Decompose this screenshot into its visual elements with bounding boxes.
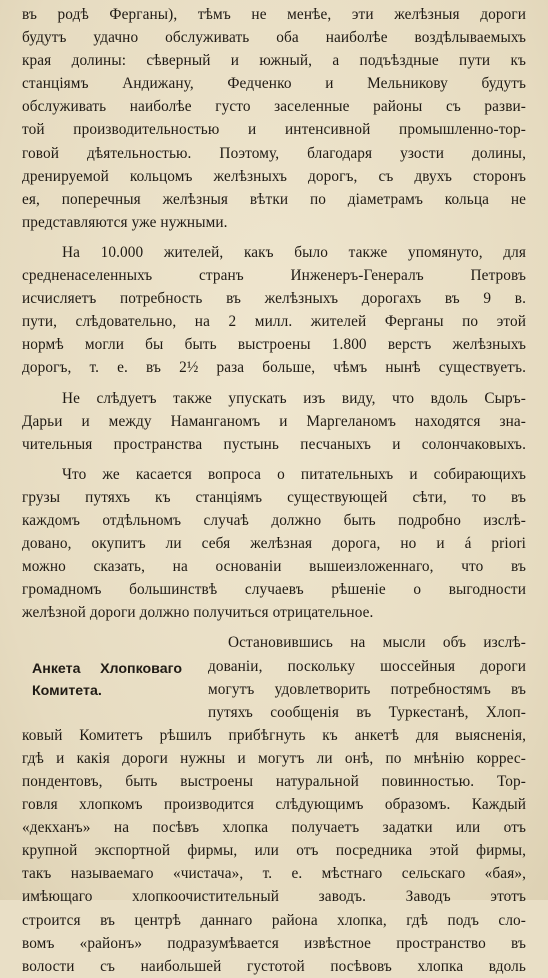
margin-heading-line: Комитета. bbox=[32, 683, 102, 700]
paragraph-1 bbox=[22, 3, 526, 234]
text-line: пути, слѣдовательно, на 2 милл. жителей Ферганы по этой bbox=[22, 313, 526, 331]
text-line: грузы путяхъ къ станціямъ существующей сѣти, то въ bbox=[22, 488, 526, 506]
text-line: нормѣ могли бы быть выстроены 1.800 верстъ желѣзныхъ bbox=[22, 336, 526, 354]
paragraph-gap bbox=[22, 234, 526, 241]
paragraph-gap bbox=[22, 624, 526, 631]
text-line: пондентовъ, быть выстроены натуральной повинностью. Тор- bbox=[22, 773, 526, 790]
paragraph-gap bbox=[22, 456, 526, 463]
text-line: Остановившись на мысли объ изслѣ- bbox=[228, 634, 526, 652]
text-line: станціямъ Андижану, Федченко и Мельникову будутъ bbox=[22, 75, 526, 93]
text-line: въ родѣ Ферганы), тѣмъ не менѣе, эти желѣзныя дороги bbox=[22, 6, 526, 23]
paragraph-3 bbox=[22, 387, 526, 456]
text-line: той производительностью и интенсивной промышленно-тор- bbox=[22, 121, 526, 139]
text-line: представляются уже нужными. bbox=[22, 213, 228, 231]
text-line: гдѣ и какія дороги нужны и могутъ ли онѣ, по мнѣнію коррес- bbox=[22, 749, 526, 767]
text-line: На 10.000 жителей, какъ было также упомянуто, для bbox=[62, 243, 526, 261]
text-line: громадномъ большинствѣ случаевъ рѣшеніе о выгодности bbox=[22, 581, 526, 599]
margin-heading-line: Анкета Хлопковаго bbox=[32, 661, 182, 678]
text-line: говля хлопкомъ производится слѣдующимъ образомъ. Каждый bbox=[22, 796, 526, 814]
text-line: довано, окупитъ ли себя желѣзная дорога, но и á priori bbox=[22, 535, 526, 553]
text-line: такъ называемаго «чистача», т. е. мѣстнаго сельскаго «бая», bbox=[22, 865, 526, 883]
text-line: желѣзной дороги должно получиться отрицательное. bbox=[22, 604, 374, 622]
text-line: ковый Комитетъ рѣшилъ прибѣгнуть къ анкетѣ для выясненія, bbox=[22, 726, 526, 744]
text-line: крупной экспортной фирмы, или отъ посредника этой фирмы, bbox=[22, 842, 526, 860]
margin-heading bbox=[32, 658, 192, 702]
text-line: дованіи, поскольку шоссейныя дороги bbox=[208, 657, 526, 675]
text-line: дорогъ, т. е. въ 2½ раза больше, чѣмъ нынѣ существуетъ. bbox=[22, 359, 526, 377]
text-line: вомъ «районъ» подразумѣвается извѣстное пространство въ bbox=[22, 934, 526, 952]
text-line: края долины: сѣверный и южный, а подъѣздные пути къ bbox=[22, 52, 526, 70]
paragraph-4 bbox=[22, 463, 526, 625]
text-line: можно сказать, на основаніи вышеизложеннаго, что въ bbox=[22, 558, 526, 576]
text-line: будутъ удачно обслуживать оба наиболѣе воздѣлываемыхъ bbox=[22, 29, 526, 47]
text-line: чительныя пространства пустынь песчаныхъ и солончаковыхъ. bbox=[22, 435, 526, 453]
text-line: могутъ удовлетворить потребностямъ въ bbox=[208, 680, 526, 698]
text-line: ея, поперечныя желѣзныя вѣтки по діаметрамъ кольца не bbox=[22, 190, 526, 208]
text-line: Что же касается вопроса о питательныхъ и собирающихъ bbox=[62, 465, 526, 483]
text-line: Дарьи и между Наманганомъ и Маргеланомъ находятся зна- bbox=[22, 412, 526, 430]
text-line: средненаселенныхъ странъ Инженеръ-Генералъ Петровъ bbox=[22, 267, 526, 285]
text-line: «декханъ» на посѣвъ хлопка получаетъ задатки или отъ bbox=[22, 819, 526, 837]
text-line: говой дѣятельностью. Поэтому, благодаря узости долины, bbox=[22, 144, 526, 162]
paragraph-2 bbox=[22, 241, 526, 380]
text-line: строится въ центрѣ даннаго района хлопка, гдѣ подъ сло- bbox=[22, 911, 526, 929]
paragraph-gap bbox=[22, 380, 526, 387]
text-line: дренируемой кольцомъ желѣзныхъ дорогъ, съ двухъ сторонъ bbox=[22, 167, 526, 185]
paragraph-5 bbox=[22, 631, 526, 977]
text-line: путяхъ сообщенія въ Туркестанѣ, Хлоп- bbox=[208, 703, 526, 721]
text-line: имѣющаго хлопкоочистительный заводъ. Заводъ этотъ bbox=[22, 888, 526, 906]
text-line: Не слѣдуетъ также упускать изъ виду, что вдоль Сыръ- bbox=[62, 389, 526, 407]
text-line: обслуживать наиболѣе густо заселенные районы съ разви- bbox=[22, 98, 526, 116]
text-line: каждомъ отдѣльномъ случаѣ должно быть подробно изслѣ- bbox=[22, 511, 526, 529]
text-line: волости съ наибольшей густотой посѣвовъ хлопка вдоль bbox=[22, 957, 526, 975]
text-line: исчисляетъ потребность въ желѣзныхъ дорогахъ въ 9 в. bbox=[22, 290, 526, 308]
